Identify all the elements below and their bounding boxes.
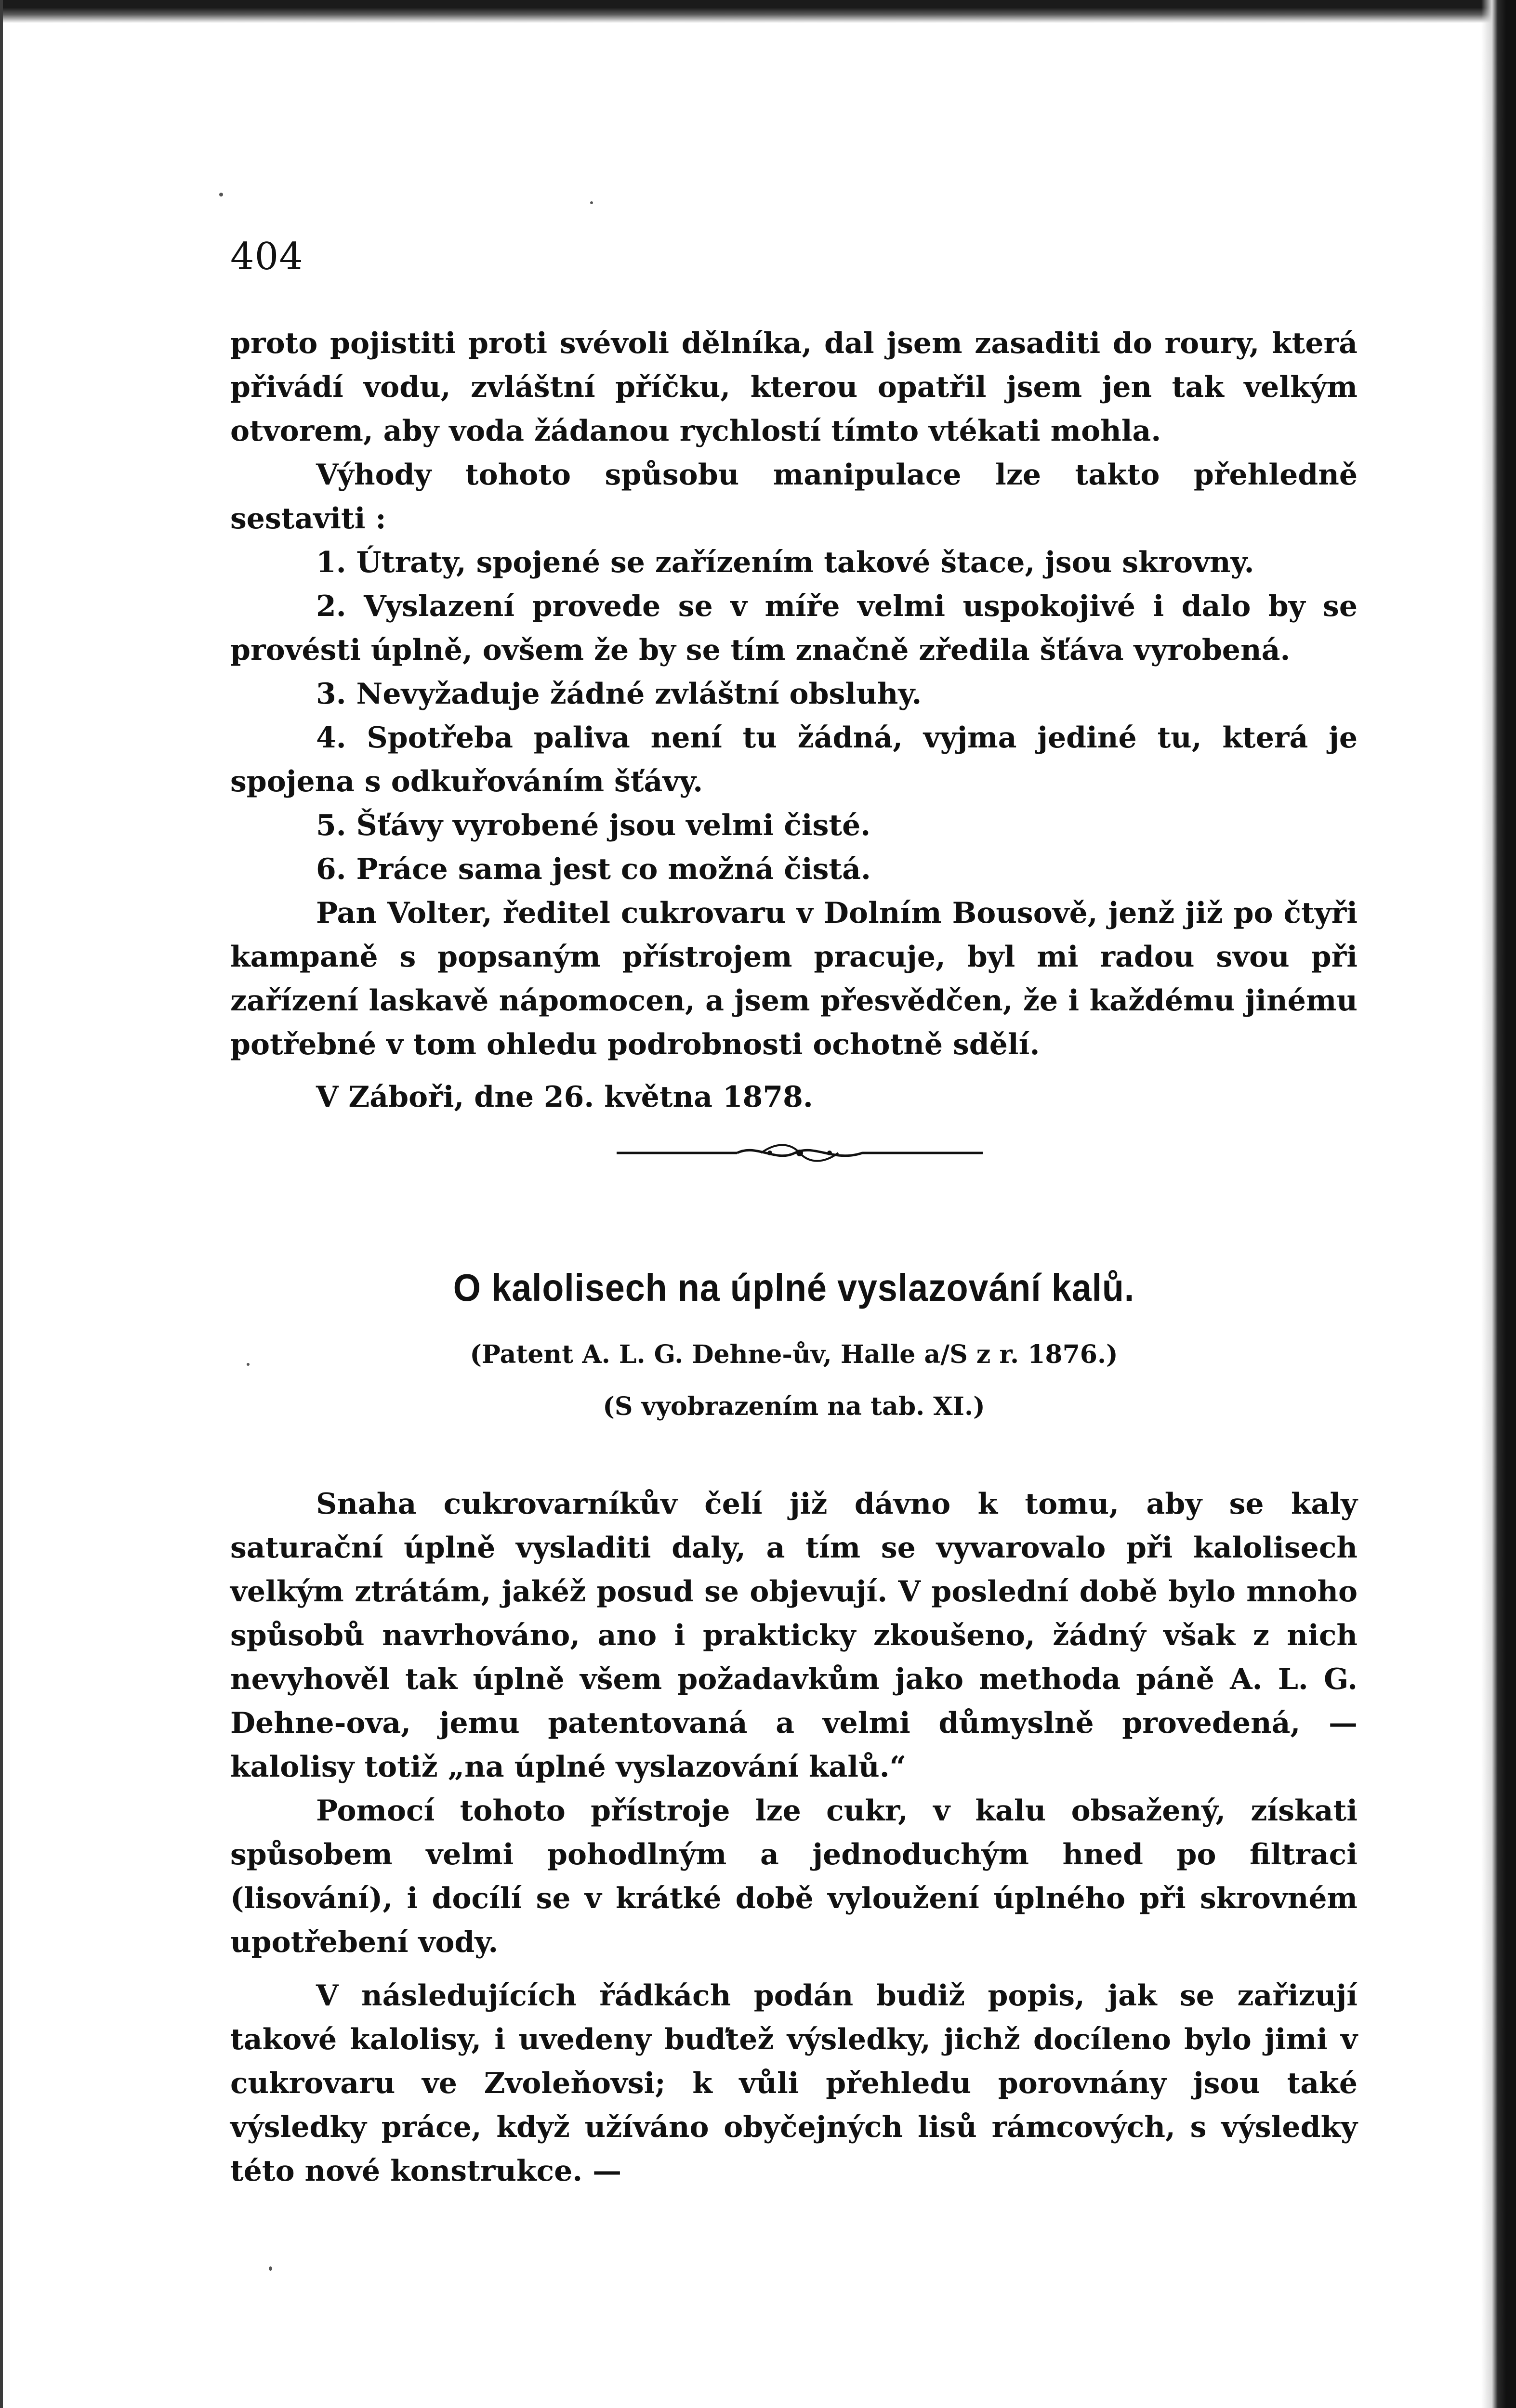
paragraph: proto pojistiti proti svévoli dělníka, dal jsem zasaditi do roury, která přivádí vodu, zvláštní příčku, kterou opatřil jsem jen tak velkým otvorem, aby voda žádanou rychlostí tímto vtékati mohla. (230, 327, 1358, 448)
list-item: 4. Spotřeba paliva není tu žádná, vyjma jediné tu, která je spojena s odkuřováním šťávy. (230, 721, 1358, 798)
page-number: 404 (230, 235, 303, 278)
list-item: 6. Práce sama jest co možná čistá. (316, 852, 871, 886)
article-body (230, 1482, 1358, 2193)
paragraph: Snaha cukrovarníkův čelí již dávno k tomu, aby se kaly saturační úplně vysladiti daly, a tím se vyvarovalo při kalolisech velkým ztrátám, jakéž posud se objevují. V poslední době bylo mnoho spůsobů navrhováno, ano i prakticky zkoušeno, žádný však z nich nevyhověl tak úplně všem požadavkům jako methoda páně A. L. G. Dehne-ova, jemu patentovaná a velmi důmyslně provedená, — kalolisy totiž „na úplné vyslazování kalů.“ (230, 1487, 1358, 1784)
paragraph: V následujících řádkách podán budiž popis, jak se zařizují takové kalolisy, i uvedeny buďtež výsledky, jichž docíleno bylo jimi v cukrovaru ve Zvoleňovsi; k vůli přehledu porovnány jsou také výsledky práce, když užíváno obyčejných lisů rámcových, s výsledky této nové konstrukce. — (230, 1979, 1358, 2188)
scan-speck (219, 193, 223, 196)
list-item: 5. Šťávy vyrobené jsou velmi čisté. (316, 809, 871, 842)
scan-speck (590, 201, 593, 204)
continued-text-section (230, 322, 1358, 1119)
patent-line: (Patent A. L. G. Dehne-ův, Halle a/S z r. 1876.) (470, 1340, 1118, 1369)
list-item: 2. Vyslazení provede se v míře velmi uspokojivé i dalo by se provésti úplně, ovšem že by se tím značně zředila šťáva vyrobená. (230, 589, 1358, 667)
scan-edge-right (1481, 0, 1516, 2408)
section-divider-ornament (617, 1136, 983, 1169)
paragraph: Pan Volter, ředitel cukrovaru v Dolním Bousově, jenž již po čtyři kampaně s popsaným přístrojem pracuje, byl mi radou svou při zařízení laskavě nápomocen, a jsem přesvědčen, že i každému jinému potřebné v tom ohledu podrobnosti ochotně sdělí. (230, 896, 1358, 1061)
scan-edge-top (0, 0, 1516, 23)
signature-line: V Záboři, dne 26. května 1878. (316, 1080, 813, 1114)
paragraph: Pomocí tohoto přístroje lze cukr, v kalu obsažený, získati spůsobem velmi pohodlným a jednoduchým hned po filtraci (lisování), i docílí se v krátké době vyloužení úplného při skrovném upotřebení vody. (230, 1794, 1358, 1959)
paragraph: Výhody tohoto spůsobu manipulace lze takto přehledně sestaviti : (230, 458, 1358, 536)
figure-note: (S vyobrazením na tab. XI.) (603, 1392, 985, 1421)
list-item: 3. Nevyžaduje žádné zvláštní obsluhy. (316, 677, 922, 711)
scan-speck (269, 2266, 272, 2271)
scan-edge-left (0, 0, 3, 2408)
article-title: O kalolisech na úplné vyslazování kalů. (453, 1266, 1135, 1309)
list-item: 1. Útraty, spojené se zařízením takové štace, jsou skrovny. (316, 546, 1254, 579)
